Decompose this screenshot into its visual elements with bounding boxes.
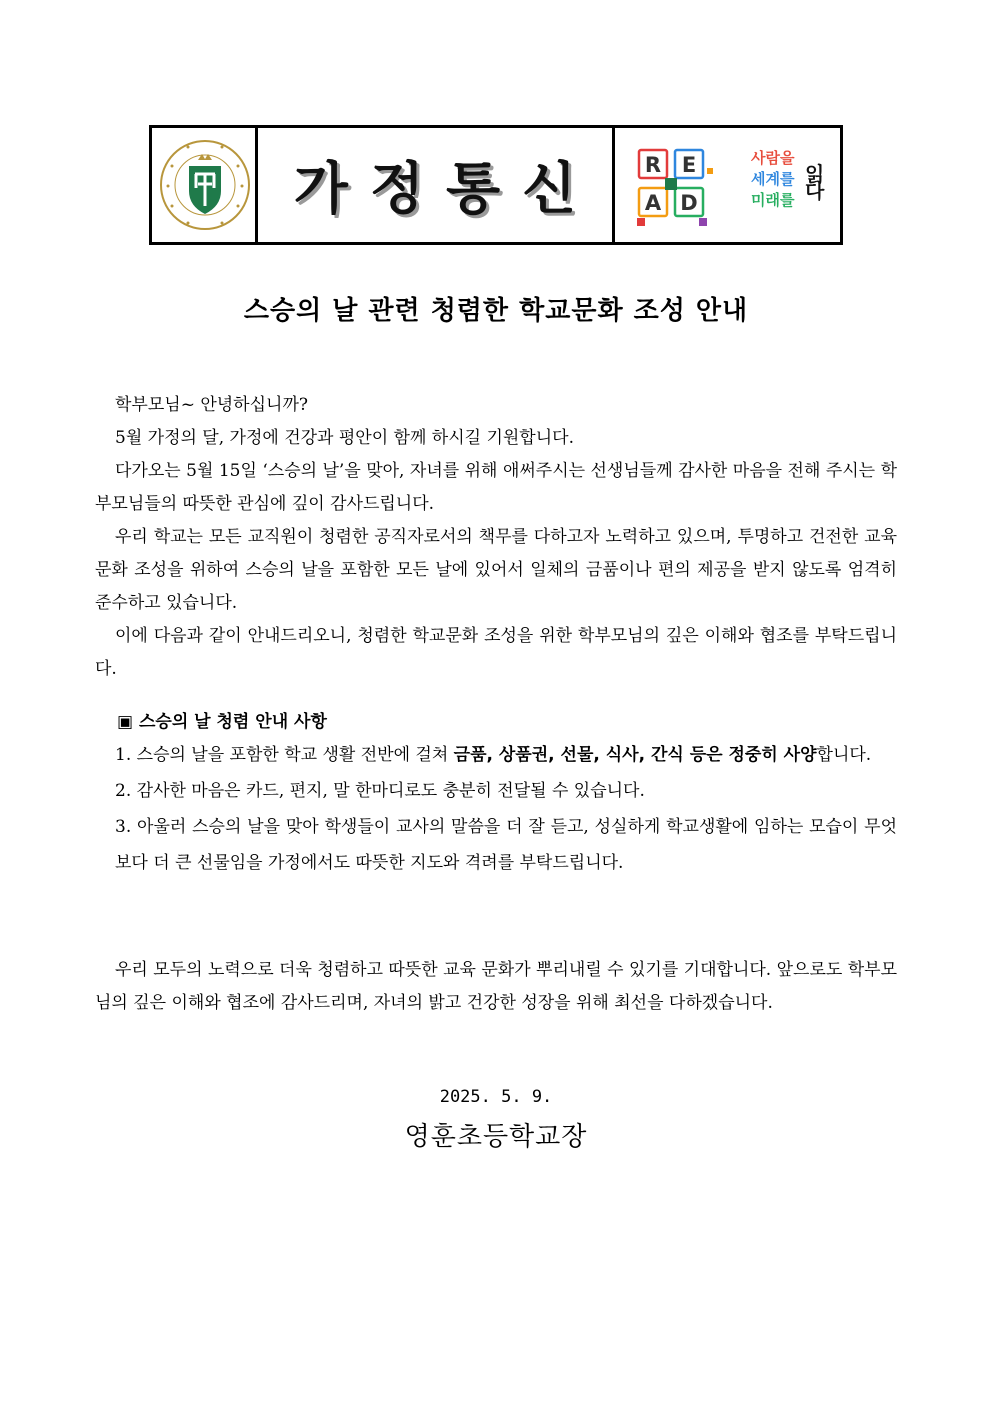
notice-item-tail: 합니다. [816, 745, 872, 765]
school-emblem-cell [152, 128, 258, 242]
notice-heading-text: 스승의 날 청렴 안내 사항 [138, 712, 327, 732]
notice-heading [117, 707, 897, 737]
read-campaign-logo [637, 148, 737, 226]
newsletter-title: 가정통신 [293, 157, 599, 222]
signer-name: 영훈초등학교장 [404, 1122, 588, 1152]
notice-item-3 [115, 809, 897, 881]
read-slogan-verb: 읽다 [805, 162, 825, 203]
notice-item-number: 2. [115, 781, 132, 801]
read-slogan-line-2: 세계를 [751, 170, 795, 188]
notice-item-text: 감사한 마음은 카드, 편지, 말 한마디로도 충분히 전달될 수 있습니다. [136, 781, 645, 801]
read-slogan-line-1: 사람을 [751, 149, 795, 167]
notice-item-1 [115, 737, 897, 773]
read-letter-e: E [681, 153, 697, 177]
notice-item-text: 스승의 날을 포함한 학교 생활 전반에 걸쳐 [136, 745, 454, 765]
notice-item-number: 3. [115, 817, 132, 837]
read-logo-cell [615, 128, 840, 242]
notice-item-number: 1. [115, 745, 132, 765]
read-slogan-line-3: 미래를 [751, 191, 795, 209]
season-paragraph: 5월 가정의 달, 가정에 건강과 평안이 함께 하시길 기원합니다. [115, 428, 574, 448]
notice-item-text: 아울러 스승의 날을 맞아 학생들이 교사의 말씀을 더 잘 듣고, 성실하게 학교생활에 임하는 모습이 무엇보다 더 큰 선물임을 가정에서도 따뜻한 지도와 격려를 부탁드립니다. [115, 817, 898, 873]
thanks-paragraph: 다가오는 5월 15일 ‘스승의 날’을 맞아, 자녀를 위해 애써주시는 선생님들께 감사한 마음을 전해 주시는 학부모님들의 따뜻한 관심에 깊이 감사드립니다. [95, 461, 897, 514]
notice-item-2 [115, 773, 897, 809]
closing-section [95, 954, 897, 1020]
notice-section [95, 707, 897, 881]
notice-item-bold: 금품, 상품권, 선물, 식사, 간식 등은 정중히 사양 [453, 745, 817, 765]
request-paragraph: 이에 다음과 같이 안내드리오니, 청렴한 학교문화 조성을 위한 학부모님의 깊은 이해와 협조를 부탁드립니다. [95, 626, 897, 679]
issue-date: 2025. 5. 9. [439, 1087, 553, 1107]
read-letter-a: A [644, 191, 662, 215]
integrity-paragraph: 우리 학교는 모든 교직원이 청렴한 공직자로서의 책무를 다하고자 노력하고 있으며, 투명하고 건전한 교육문화 조성을 위하여 스승의 날을 포함한 모든 날에 있어서 일체의 금품이나 편의 제공을 받지 않도록 엄격히 준수하고 있습니다. [95, 527, 897, 613]
letter-body [95, 389, 897, 686]
closing-paragraph: 우리 모두의 노력으로 더욱 청렴하고 따뜻한 교육 문화가 뿌리내릴 수 있기를 기대합니다. 앞으로도 학부모님의 깊은 이해와 협조에 감사드리며, 자녀의 밝고 건강한 성장을 위해 최선을 다하겠습니다. [95, 960, 897, 1013]
newsletter-title-cell [258, 128, 615, 242]
greeting-paragraph: 학부모님~ 안녕하십니까? [115, 395, 308, 415]
school-emblem-logo [158, 136, 252, 234]
newsletter-header [149, 125, 843, 245]
read-letter-r: R [644, 153, 662, 177]
notice-marker-icon: ▣ [117, 712, 134, 732]
read-letter-d: D [680, 191, 698, 215]
document-title: 스승의 날 관련 청렴한 학교문화 조성 안내 [243, 296, 749, 326]
